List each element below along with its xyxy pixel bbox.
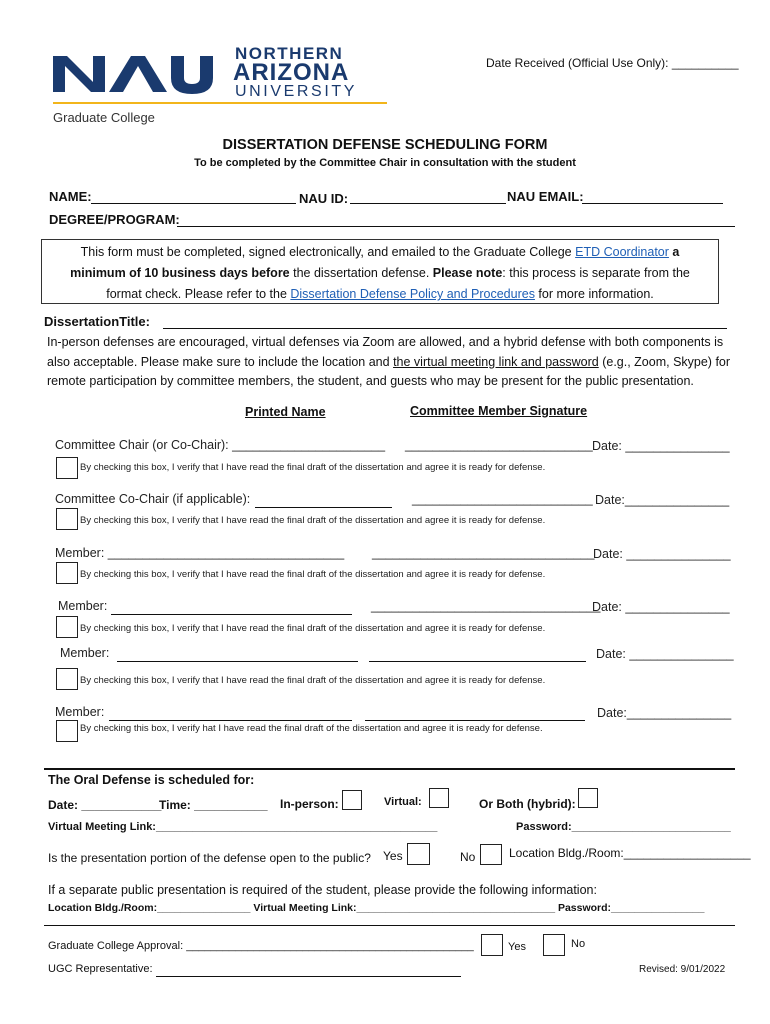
member-label: Committee Co-Chair (if applicable): — [55, 492, 251, 506]
member-date-field[interactable]: Date: _______________ — [592, 439, 730, 453]
member-label: Member: __________________________________ — [55, 546, 345, 560]
separate-fields[interactable]: Location Bldg./Room:________________ Virtual Meeting Link:__________________________________ Password:________________ — [48, 902, 705, 914]
notice-line-3 — [42, 284, 718, 305]
notice-text-5: format check. Please refer to the — [106, 287, 291, 301]
paragraph-text-2: (e.g., Zoom, Skype) for remote participation by committee members, the student, and guests who may be present for the public presentation. — [47, 354, 731, 388]
member-date-field[interactable]: Date:_______________ — [595, 493, 730, 507]
public-yes-checkbox[interactable] — [407, 843, 430, 865]
notice-text-1: This form must be completed, signed electronically, and emailed to the Graduate College — [80, 245, 576, 259]
notice-line-2 — [42, 263, 718, 284]
member-label: Member: — [55, 705, 105, 719]
form-title: DISSERTATION DEFENSE SCHEDULING FORM — [222, 137, 548, 153]
in-person-checkbox[interactable] — [342, 790, 362, 810]
logo-gold-rule — [53, 102, 387, 104]
member-verify-checkbox[interactable] — [56, 720, 78, 742]
name-label: NAME: — [49, 189, 92, 204]
member-date-field[interactable]: Date:_______________ — [597, 706, 732, 720]
in-person-label: In-person: — [280, 797, 339, 811]
member-date-field[interactable]: Date: _______________ — [593, 547, 731, 561]
member-date-field[interactable]: Date: _______________ — [596, 647, 734, 661]
format-paragraph — [47, 333, 747, 392]
logo-northern: NORTHERN — [235, 44, 344, 63]
approval-no-checkbox[interactable] — [543, 934, 565, 956]
member-verify-text: By checking this box, I verify that I have read the final draft of the dissertation and agree it is ready for defense. — [80, 623, 546, 634]
logo-arizona: ARIZONA — [233, 59, 350, 86]
member-verify-checkbox[interactable] — [56, 457, 78, 479]
hybrid-label: Or Both (hybrid): — [479, 797, 576, 811]
member-name-field[interactable] — [111, 614, 352, 615]
notice-deadline: minimum of 10 business days before — [70, 266, 290, 280]
signature-header: Committee Member Signature — [410, 404, 588, 418]
virtual-meeting-link[interactable]: Virtual Meeting Link:______________________________________________ — [48, 821, 438, 833]
member-name-field[interactable] — [255, 507, 392, 508]
notice-line-1 — [42, 242, 718, 263]
member-verify-text: By checking this box, I verify that I have read the final draft of the dissertation and agree it is ready for defense. — [80, 569, 546, 580]
member-verify-text: By checking this box, I verify that I have read the final draft of the dissertation and agree it is ready for defense. — [80, 462, 546, 473]
virtual-checkbox[interactable] — [429, 788, 449, 808]
revised-date: Revised: 9/01/2022 — [639, 964, 726, 975]
degree-field[interactable] — [177, 226, 735, 227]
approval-yes-label: Yes — [508, 941, 526, 953]
nau-logo-mark — [53, 54, 223, 94]
section-rule-2 — [44, 925, 735, 926]
public-yes-label: Yes — [383, 849, 403, 863]
meeting-password[interactable]: Password:__________________________ — [516, 821, 731, 833]
separate-text: If a separate public presentation is required of the student, please provide the following information: — [48, 883, 597, 897]
nau-email-field[interactable] — [582, 203, 723, 204]
member-verify-text: By checking this box, I verify hat I have read the final draft of the dissertation and agree it is ready for defense. — [80, 723, 543, 734]
graduate-approval[interactable]: Graduate College Approval: _______________________________________________ — [48, 940, 474, 952]
dissertation-title-label: DissertationTitle: — [44, 314, 150, 329]
nau-logo — [53, 44, 388, 104]
policy-link[interactable]: Dissertation Defense Policy and Procedures — [290, 287, 535, 301]
dissertation-title-field[interactable] — [163, 328, 727, 329]
hybrid-checkbox[interactable] — [578, 788, 598, 808]
notice-text-6: for more information. — [534, 287, 654, 301]
member-verify-checkbox[interactable] — [56, 616, 78, 638]
member-label: Committee Chair (or Co-Chair): ______________________ — [55, 438, 386, 452]
member-signature-field[interactable] — [365, 720, 585, 721]
oral-heading: The Oral Defense is scheduled for: — [48, 773, 255, 787]
member-name-field[interactable] — [117, 661, 358, 662]
form-subtitle: To be completed by the Committee Chair in consultation with the student — [194, 157, 576, 169]
public-no-label: No — [460, 850, 476, 864]
location-room[interactable]: Location Bldg./Room:___________________ — [509, 846, 751, 860]
nau-id-label: NAU ID: — [299, 191, 349, 206]
member-label: Member: — [58, 599, 108, 613]
approval-no-label: No — [571, 938, 586, 950]
paragraph-text-1: In-person defenses are encouraged, virtual defenses via Zoom are allowed, and a hybrid defense with both components is also acceptable. Please make sure to include the location and — [47, 335, 724, 369]
name-field[interactable] — [91, 203, 296, 204]
approval-yes-checkbox[interactable] — [481, 934, 503, 956]
degree-label: DEGREE/PROGRAM: — [49, 212, 180, 227]
nau-email-label: NAU EMAIL: — [507, 189, 584, 204]
member-signature-field[interactable]: __________________________ — [412, 492, 593, 506]
member-verify-text: By checking this box, I verify that I have read the final draft of the dissertation and agree it is ready for defense. — [80, 515, 546, 526]
notice-text-2: a — [668, 245, 680, 259]
section-rule-1 — [44, 768, 735, 770]
virtual-label: Virtual: — [384, 796, 422, 808]
member-signature-field[interactable]: ___________________________ — [405, 438, 593, 452]
member-signature-field[interactable]: _________________________________ — [371, 599, 601, 613]
etd-coordinator-link[interactable]: ETD Coordinator — [575, 245, 669, 259]
member-signature-field[interactable]: ________________________________ — [372, 546, 595, 560]
notice-box — [41, 239, 719, 304]
member-label: Member: — [60, 646, 110, 660]
member-date-field[interactable]: Date: _______________ — [592, 600, 730, 614]
member-verify-checkbox[interactable] — [56, 508, 78, 530]
printed-name-header: Printed Name — [245, 405, 326, 419]
public-question: Is the presentation portion of the defense open to the public? — [48, 851, 371, 865]
nau-id-field[interactable] — [350, 203, 506, 204]
ugc-representative-label: UGC Representative: — [48, 963, 153, 975]
defense-time[interactable]: Time: ___________ — [159, 798, 268, 812]
member-signature-field[interactable] — [369, 661, 586, 662]
defense-date[interactable]: Date: ____________ — [48, 798, 162, 812]
member-verify-checkbox[interactable] — [56, 668, 78, 690]
notice-text-4: : this process is separate from the — [502, 266, 690, 280]
notice-text-3: the dissertation defense. — [289, 266, 433, 280]
member-name-field[interactable] — [109, 720, 352, 721]
ugc-representative-field[interactable] — [156, 976, 461, 977]
paragraph-underlined: the virtual meeting link and password — [393, 354, 599, 369]
notice-please-note: Please note — [432, 266, 503, 280]
logo-text-block — [231, 44, 388, 104]
graduate-college-label: Graduate College — [53, 110, 155, 125]
member-verify-checkbox[interactable] — [56, 562, 78, 584]
public-no-checkbox[interactable] — [480, 844, 502, 865]
logo-university: UNIVERSITY — [235, 83, 358, 100]
member-verify-text: By checking this box, I verify that I have read the final draft of the dissertation and agree it is ready for defense. — [80, 675, 546, 686]
date-received: Date Received (Official Use Only): __________ — [486, 56, 739, 70]
